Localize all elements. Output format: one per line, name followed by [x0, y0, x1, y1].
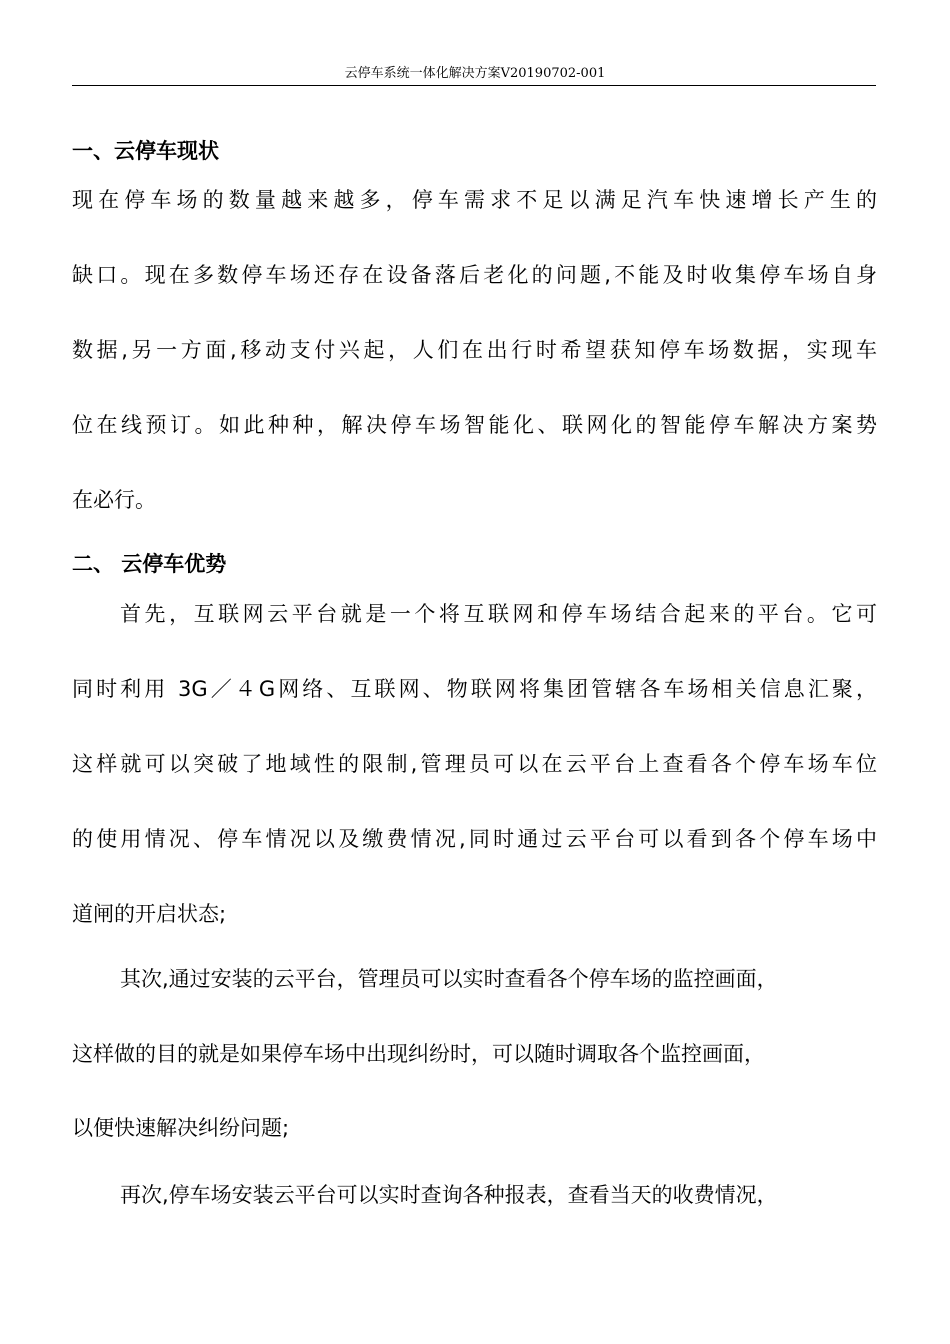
- section-1-line-3: 数据,另一方面,移动支付兴起，人们在出行时希望获知停车场数据，实现车: [72, 338, 877, 362]
- section-1-line-2: 缺口。现在多数停车场还存在设备落后老化的问题,不能及时收集停车场自身: [72, 263, 877, 287]
- header-title: 云停车系统一体化解决方案V20190702-001: [344, 66, 606, 81]
- section-2-line-1: 首先，互联网云平台就是一个将互联网和停车场结合起来的平台。它可: [120, 602, 877, 626]
- section-2-line-4: 的使用情况、停车情况以及缴费情况,同时通过云平台可以看到各个停车场中: [72, 827, 877, 851]
- section-2-line-2: 同时利用 3G／４G网络、互联网、物联网将集团管辖各车场相关信息汇聚，: [72, 677, 877, 701]
- header-divider: [72, 85, 876, 86]
- section-1-line-5: 在必行。: [72, 488, 156, 512]
- section-1-heading: 一、云停车现状: [72, 139, 219, 163]
- section-2-line-8: 以便快速解决纠纷问题;: [72, 1116, 290, 1140]
- section-2-line-5: 道闸的开启状态;: [72, 902, 227, 926]
- section-2-line-3: 这样就可以突破了地域性的限制,管理员可以在云平台上查看各个停车场车位: [72, 752, 877, 776]
- section-2-line-7: 这样做的目的就是如果停车场中出现纠纷时，可以随时调取各个监控画面，: [72, 1042, 765, 1066]
- section-1-line-4: 位在线预订。如此种种，解决停车场智能化、联网化的智能停车解决方案势: [72, 413, 877, 437]
- section-2-heading: 二、 云停车优势: [72, 552, 227, 576]
- section-2-line-6: 其次,通过安装的云平台，管理员可以实时查看各个停车场的监控画面，: [120, 967, 778, 991]
- section-2-line-9: 再次,停车场安装云平台可以实时查询各种报表，查看当天的收费情况，: [120, 1183, 778, 1207]
- section-1-line-1: 现在停车场的数量越来越多，停车需求不足以满足汽车快速增长产生的: [72, 188, 877, 212]
